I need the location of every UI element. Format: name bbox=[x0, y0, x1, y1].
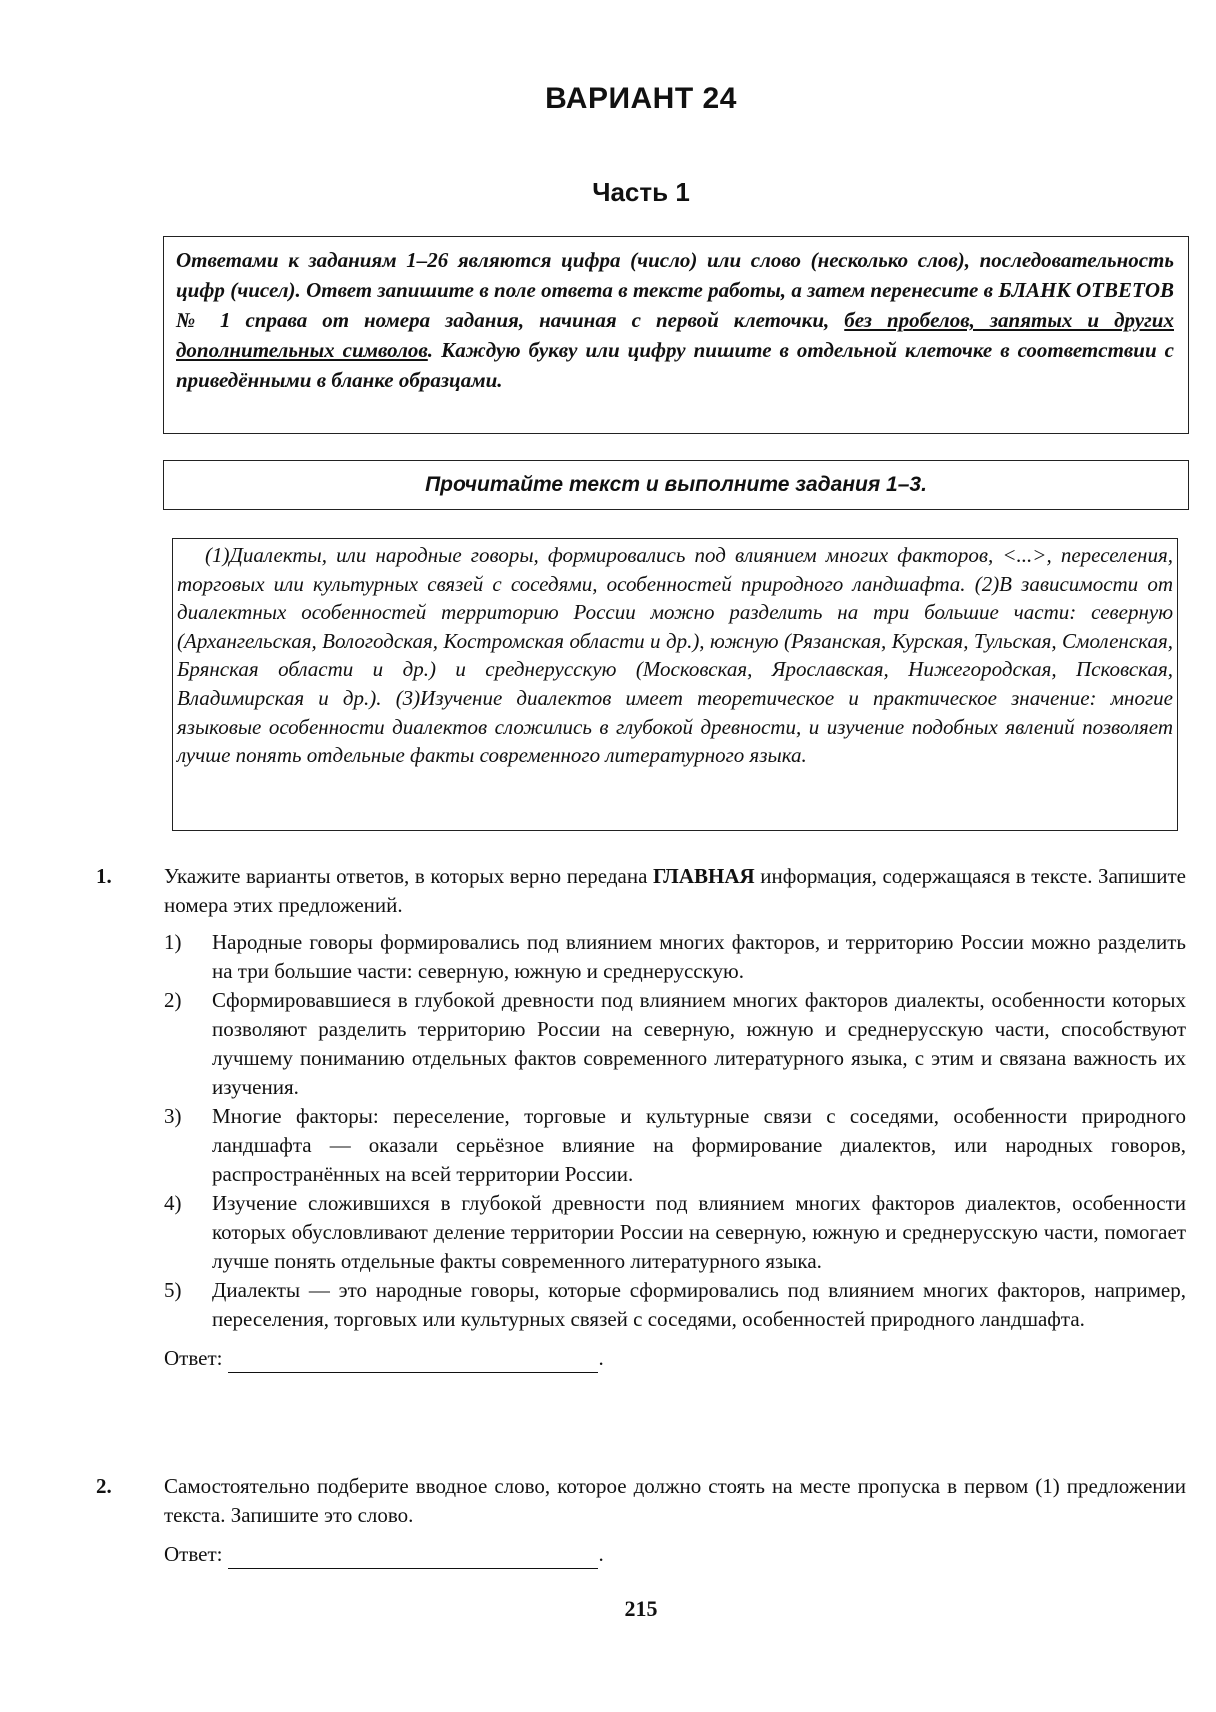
options-list bbox=[164, 928, 1186, 1334]
task-2 bbox=[96, 1472, 1186, 1569]
option-number: 5) bbox=[164, 1278, 182, 1302]
part-title: Часть 1 bbox=[592, 177, 690, 207]
option-number: 4) bbox=[164, 1191, 182, 1215]
task-question: Самостоятельно подберите вводное слово, которое должно стоять на месте пропуска в первом (1) предложении текста. Запишите это слово. bbox=[164, 1474, 1186, 1527]
page-number: 215 bbox=[624, 1596, 658, 1621]
option-item[interactable] bbox=[164, 986, 1186, 1102]
instructions-text-end: . Каждую букву или цифру пишите в отдельной клеточке в соответствии с приведёнными в бланке образцами. bbox=[176, 338, 1174, 392]
option-item[interactable] bbox=[164, 928, 1186, 986]
answer-field[interactable] bbox=[228, 1348, 598, 1373]
passage-box bbox=[172, 538, 1178, 831]
instructions-underlined: без пробелов, запятых и других дополнительных символов bbox=[176, 308, 1174, 362]
answer-label: Ответ: bbox=[164, 1542, 223, 1566]
option-text: Народные говоры формировались под влиянием многих факторов, и территорию России можно разделить на три большие части: северную, южную и среднерусскую. bbox=[212, 930, 1186, 983]
task-number: 1. bbox=[96, 864, 112, 888]
option-text: Сформировавшиеся в глубокой древности под влиянием многих факторов диалекты, особенности которых позволяют разделить территорию России на северную, южную и среднерусскую части, способствуют лучшему пониманию отдельных фактов современного литературного языка, с этим и связана важность их изучения. bbox=[212, 988, 1186, 1099]
variant-title: ВАРИАНТ 24 bbox=[545, 82, 737, 115]
option-item[interactable] bbox=[164, 1276, 1186, 1334]
answer-row bbox=[164, 1344, 1186, 1373]
question-text: Укажите варианты ответов, в которых верно передана bbox=[164, 864, 653, 888]
instructions-box bbox=[163, 236, 1189, 434]
read-prompt: Прочитайте текст и выполните задания 1–3. bbox=[425, 473, 927, 496]
task-1 bbox=[96, 862, 1186, 1373]
task-number: 2. bbox=[96, 1474, 112, 1498]
instructions-text: Ответами к заданиям 1–26 являются цифра (число) или слово (несколько слов), последовательность цифр (чисел). Ответ запишите в поле ответа в тексте работы, а затем перенесите в БЛАНК ОТВЕТОВ № 1 справа от номера задания, начиная с первой клеточки, bbox=[176, 248, 1174, 332]
option-text: Диалекты — это народные говоры, которые сформировались под влиянием многих факторов, например, переселения, торговых или культурных связей с соседями, особенностей природного ландшафта. bbox=[212, 1278, 1186, 1331]
answer-period: . bbox=[598, 1542, 604, 1566]
question-text-end: информация, содержащаяся в тексте. Запишите номера этих предложений. bbox=[164, 864, 1186, 917]
option-number: 1) bbox=[164, 930, 182, 954]
passage-text: (1)Диалекты, или народные говоры, формировались под влиянием многих факторов, <...>, переселения, торговых или культурных связей с соседями, особенностей природного ландшафта. (2)В зависимости от диалектных особенностей территорию России можно разделить на три большие части: северную (Архангельская, Вологодская, Костромская области и др.), южную (Рязанская, Курская, Тульская, Смоленская, Брянская области и др.) и среднерусскую (Московская, Ярославская, Нижегородская, Псковская, Владимирская и др.). (3)Изучение диалектов имеет теоретическое и практическое значение: многие языковые особенности диалектов сложились в глубокой древности, и изучение подобных явлений позволяет лучше понять отдельные факты современного литературного языка. bbox=[177, 543, 1173, 768]
option-item[interactable] bbox=[164, 1189, 1186, 1276]
answer-field[interactable] bbox=[228, 1544, 598, 1569]
answer-period: . bbox=[598, 1346, 604, 1370]
option-text: Многие факторы: переселение, торговые и культурные связи с соседями, особенности природного ландшафта — оказали серьёзное влияние на формирование диалектов, или народных говоров, распространённых на всей территории России. bbox=[212, 1104, 1186, 1186]
answer-row bbox=[164, 1540, 1186, 1569]
option-number: 2) bbox=[164, 988, 182, 1012]
option-item[interactable] bbox=[164, 1102, 1186, 1189]
task-question bbox=[164, 862, 1186, 920]
option-number: 3) bbox=[164, 1104, 182, 1128]
option-text: Изучение сложившихся в глубокой древности под влиянием многих факторов диалектов, особенности которых обусловливают деление территории России на северную, южную и среднерусскую части, помогает лучше понять отдельные факты современного литературного языка. bbox=[212, 1191, 1186, 1273]
read-prompt-box bbox=[163, 460, 1189, 510]
answer-label: Ответ: bbox=[164, 1346, 223, 1370]
question-emphasis: ГЛАВНАЯ bbox=[652, 864, 755, 888]
